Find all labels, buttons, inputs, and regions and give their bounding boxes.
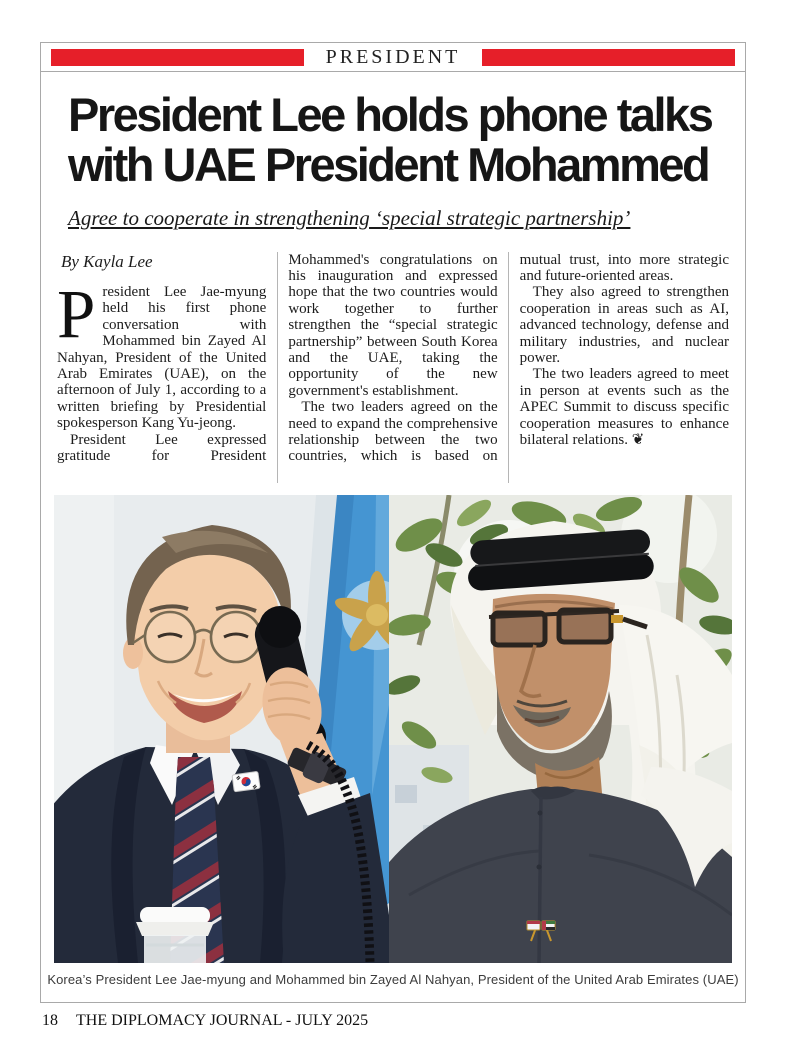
drop-cap: P [57,275,96,352]
kicker-right-bar [482,49,735,66]
paragraph-text: The two leaders agreed to meet in person at events such as the APEC Summit to discuss specific cooperation measures to enhance bilateral relations. [519,366,729,449]
korea-flag-pin [232,771,260,791]
headline-line-1: President Lee holds phone talks [68,88,712,141]
article-subheadline: Agree to cooperate in strengthening ‘special strategic partnership’ [68,205,631,230]
article-body [57,252,729,483]
paragraph [520,366,729,448]
page-number: 18 [42,1012,58,1029]
article-photo [54,495,732,963]
end-of-article-mark: ❦ [631,432,645,449]
paragraph: They also agreed to strengthen cooperation in areas such as AI, advanced technology, defense and military industries, and nuclear power. [519,284,729,366]
article-headline [68,90,719,191]
section-header [40,42,746,72]
paragraph-lead [57,275,267,432]
lead-text: resident Lee Jae-myung held his first phone conversation with Mohammed bin Zayed Al Nahyan, President of the United Arab Emirates (UAE), on the afternoon of July 1, according to a written briefing by Presidential spokesperson Kang Yu-jeong. [57,283,267,432]
page-footer [42,1012,368,1030]
photo-president-lee [54,495,389,963]
kicker-left-bar [51,49,304,66]
journal-name: THE DIPLOMACY JOURNAL - JULY 2025 [76,1012,369,1029]
article-frame [40,71,746,1003]
byline: By Kayla Lee [61,251,153,271]
headline-line-2: with UAE President Mohammed [68,138,709,192]
photo-president-mohammed [389,495,732,963]
paragraph: The two leaders agreed on the need to expand the comprehensive relationship between the two countries, which is based on mutual trust, into more strategic and future-oriented areas. [288,251,729,465]
section-label: PRESIDENT [325,45,461,68]
photo-caption: Korea’s President Lee Jae-myung and Mohammed bin Zayed Al Nahyan, President of the United Arab Emirates (UAE) [47,971,739,987]
paragraph: President Lee expressed gratitude for President Mohammed's congratulations on his inauguration and expressed hope that the two countries would work together to further strengthen the “special strategic partnership” between South Korea and the UAE, taking the opportunity of the new government's establishment. [57,251,498,465]
